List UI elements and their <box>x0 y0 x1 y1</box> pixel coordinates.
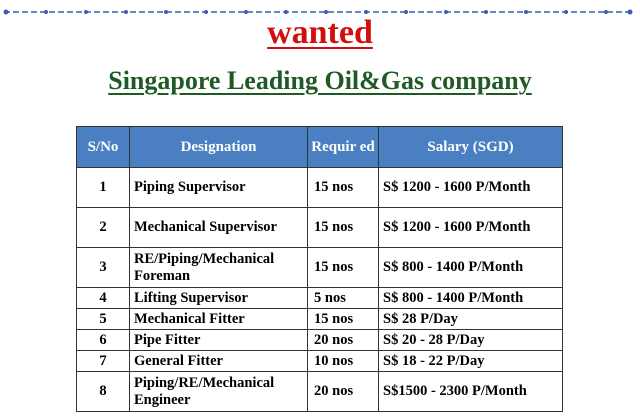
cell-designation: Mechanical Fitter <box>130 309 308 330</box>
table-header-row <box>77 127 563 168</box>
cell-sno: 7 <box>77 351 130 372</box>
page-title: wanted <box>267 14 373 51</box>
cell-salary: S$ 800 - 1400 P/Month <box>379 248 563 288</box>
column-header-sno: S/No <box>77 127 130 168</box>
cell-sno: 5 <box>77 309 130 330</box>
cell-designation: Piping/RE/Mechanical Engineer <box>130 372 308 412</box>
table-row <box>77 288 563 309</box>
cell-required: 15 nos <box>308 248 379 288</box>
cell-required: 15 nos <box>308 208 379 248</box>
cell-salary: S$1500 - 2300 P/Month <box>379 372 563 412</box>
cell-designation: Lifting Supervisor <box>130 288 308 309</box>
column-header-designation: Designation <box>130 127 308 168</box>
table-row <box>77 208 563 248</box>
cell-designation: General Fitter <box>130 351 308 372</box>
cell-sno: 2 <box>77 208 130 248</box>
table-row <box>77 372 563 412</box>
cell-required: 15 nos <box>308 309 379 330</box>
cell-salary: S$ 800 - 1400 P/Month <box>379 288 563 309</box>
cell-salary: S$ 18 - 22 P/Day <box>379 351 563 372</box>
company-subtitle: Singapore Leading Oil&Gas company <box>108 66 532 95</box>
cell-required: 10 nos <box>308 351 379 372</box>
cell-salary: S$ 28 P/Day <box>379 309 563 330</box>
cell-required: 20 nos <box>308 330 379 351</box>
column-header-salary: Salary (SGD) <box>379 127 563 168</box>
table-row <box>77 330 563 351</box>
cell-sno: 3 <box>77 248 130 288</box>
cell-sno: 4 <box>77 288 130 309</box>
cell-sno: 8 <box>77 372 130 412</box>
cell-salary: S$ 1200 - 1600 P/Month <box>379 168 563 208</box>
column-header-required: Requir ed <box>308 127 379 168</box>
cell-sno: 1 <box>77 168 130 208</box>
cell-sno: 6 <box>77 330 130 351</box>
cell-designation: Pipe Fitter <box>130 330 308 351</box>
table-row <box>77 351 563 372</box>
cell-designation: Mechanical Supervisor <box>130 208 308 248</box>
cell-designation: Piping Supervisor <box>130 168 308 208</box>
cell-designation: RE/Piping/Mechanical Foreman <box>130 248 308 288</box>
cell-required: 20 nos <box>308 372 379 412</box>
table-row <box>77 248 563 288</box>
jobs-table <box>76 126 563 412</box>
table-row <box>77 168 563 208</box>
cell-required: 15 nos <box>308 168 379 208</box>
cell-required: 5 nos <box>308 288 379 309</box>
table-row <box>77 309 563 330</box>
cell-salary: S$ 1200 - 1600 P/Month <box>379 208 563 248</box>
cell-salary: S$ 20 - 28 P/Day <box>379 330 563 351</box>
